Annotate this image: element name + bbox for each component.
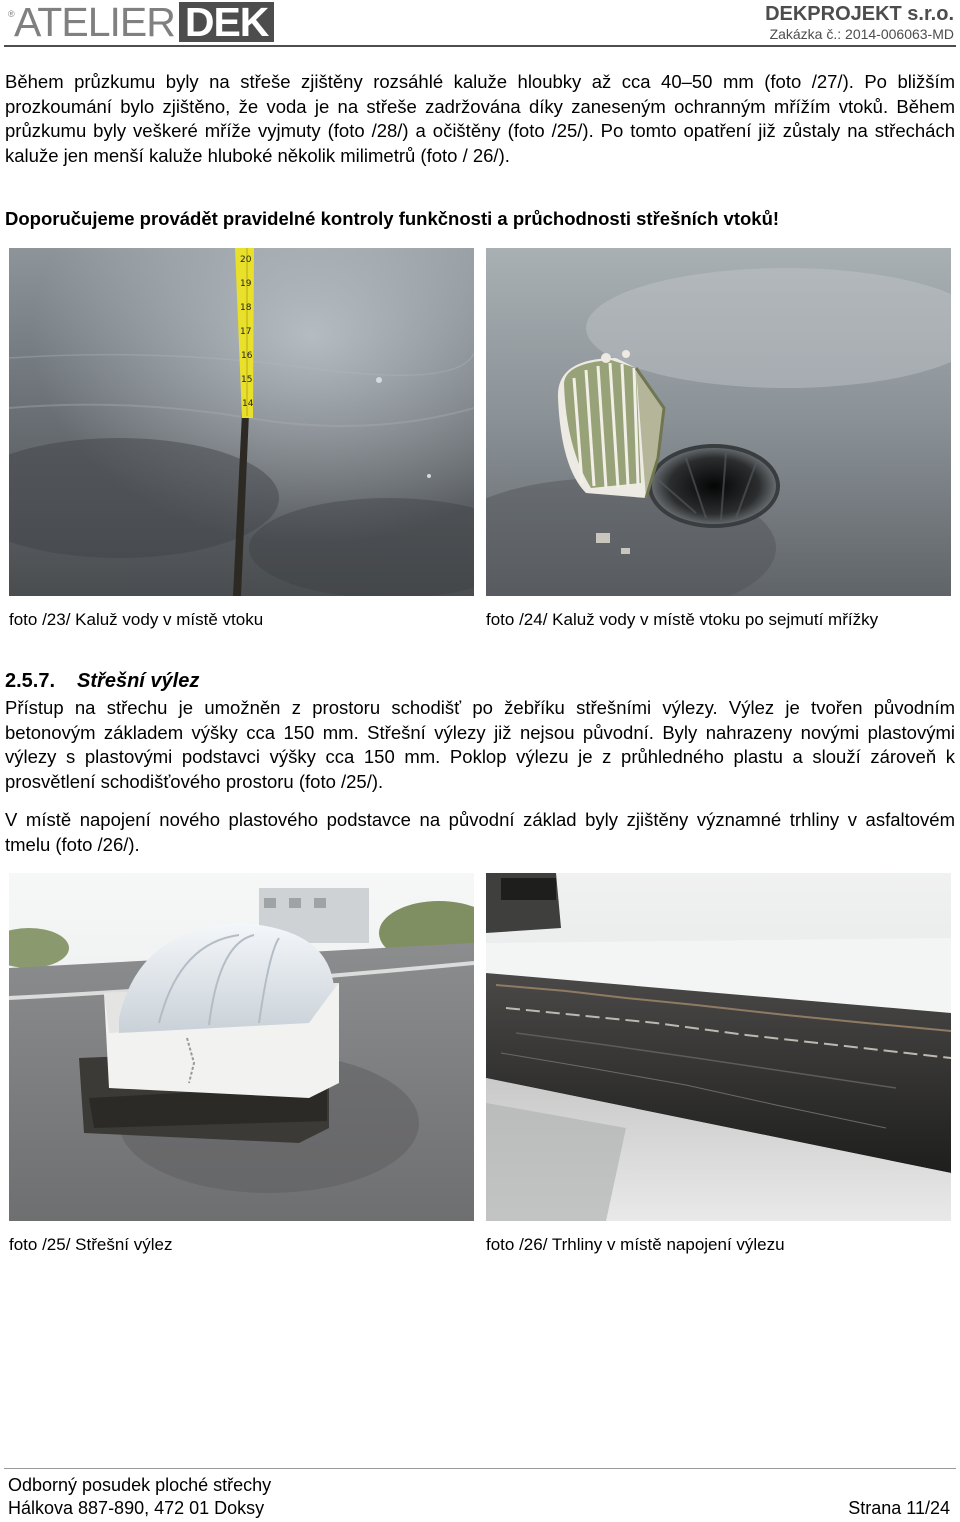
footer-page-number: Strana 11/24 (848, 1498, 950, 1518)
section-paragraph-2: V místě napojení nového plastového podstavce na původní základ byly zjištěny významné trhliny v asfaltovém tmelu (foto /26/). (5, 809, 955, 855)
logo-atelier-word: ATELIER (14, 0, 175, 45)
atelier-dek-logo (8, 0, 274, 45)
tape-mark: 15 (241, 375, 253, 385)
caption-photo-26: foto /26/ Trhliny v místě napojení výlezu (486, 1235, 785, 1254)
photo-26-joint-cracks (486, 873, 951, 1221)
tape-mark: 17 (240, 327, 252, 337)
tape-mark: 19 (240, 279, 252, 289)
section-heading (5, 669, 199, 693)
footer-document-title: Odborný posudek ploché střechy (8, 1475, 272, 1495)
caption-photo-25: foto /25/ Střešní výlez (9, 1235, 173, 1254)
header-divider (4, 45, 956, 47)
tape-mark: 14 (242, 399, 254, 409)
photo-23-puddle-drain (9, 248, 474, 596)
logo-registered-mark: ® (8, 9, 14, 19)
tape-mark: 16 (241, 351, 253, 361)
photo-25-roof-hatch (9, 873, 474, 1221)
caption-photo-23: foto /23/ Kaluž vody v místě vtoku (9, 610, 264, 629)
order-number: Zakázka č.: 2014-006063-MD (769, 26, 954, 42)
header-company-block (765, 2, 954, 42)
section-paragraph-1: Přístup na střechu je umožněn z prostoru schodišť po žebříku střešními výlezy. Výlez je tvořen původním betonovým základem výšky cca 150 mm. Střešní výlezy již nejsou původní. Byly nahrazeny novými plastovými výlezy s plastovými podstavci výšky cca 150 mm. Poklop výlezu je z průhledného plastu a slouží zároveň k prosvětlení schodišťového prostoru (foto /25/). (5, 697, 955, 792)
logo-atelier-text (8, 0, 179, 45)
footer-address: Hálkova 887-890, 472 01 Doksy (8, 1498, 265, 1518)
section-number: 2.5.7. (5, 670, 56, 692)
tape-mark: 20 (240, 255, 252, 265)
footer-divider (4, 1468, 956, 1469)
logo-dek-box: DEK (179, 2, 275, 42)
caption-photo-24: foto /24/ Kaluž vody v místě vtoku po sejmutí mřížky (486, 610, 879, 629)
tape-mark: 18 (240, 303, 252, 313)
recommendation-text: Doporučujeme provádět pravidelné kontroly funkčnosti a průchodnosti střešních vtoků! (5, 208, 780, 229)
section-title: Střešní výlez (77, 670, 200, 692)
page-header (0, 0, 960, 48)
company-name: DEKPROJEKT s.r.o. (765, 3, 954, 25)
intro-paragraph: Během průzkumu byly na střeše zjištěny rozsáhlé kaluže hloubky až cca 40–50 mm (foto /27/). Po bližším prozkoumání bylo zjištěno, že voda je na střeše zadržována díky zaneseným ochranným mřížím vtoků. Během průzkumu byly veškeré mříže vyjmuty (foto /28/) a očištěny (foto /25/). Po tomto opatření již zůstaly na střechách kaluže jen menší kaluže hluboké několik milimetrů (foto / 26/). (5, 71, 955, 166)
photo-24-drain-grate-removed (486, 248, 951, 596)
